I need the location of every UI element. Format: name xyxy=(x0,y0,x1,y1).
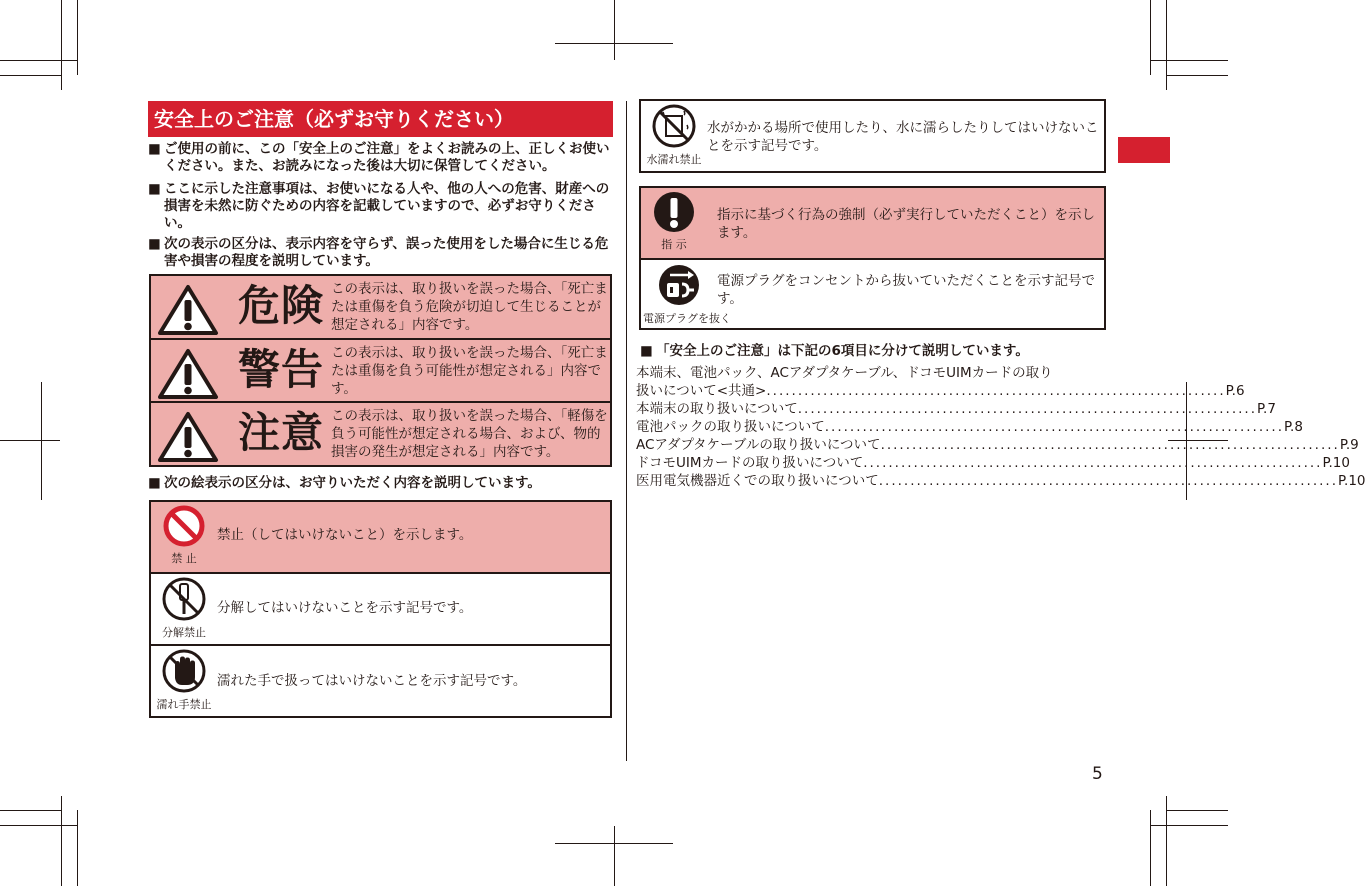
pictogram-heading xyxy=(148,475,616,492)
no-wet-hands-icon xyxy=(153,648,215,711)
toc-entry[interactable] xyxy=(636,400,1276,418)
bullet-text: 次の絵表示の区分は、お守りいただく内容を説明しています。 xyxy=(164,475,541,491)
warning-description: この表示は、取り扱いを誤った場合、「死亡または重傷を負う危険が切迫して生じることが想定される」内容です。 xyxy=(331,281,608,333)
warning-description: この表示は、取り扱いを誤った場合、「死亡または重傷を負う可能性が想定される」内容です。 xyxy=(331,345,608,397)
toc-title: 扱いについて<共通> xyxy=(636,383,767,399)
signal-word: 注意 xyxy=(238,408,325,457)
bullet-mark: ■ xyxy=(640,343,653,359)
pictogram-row xyxy=(641,101,1104,171)
warning-level-table xyxy=(149,274,612,467)
pictogram-description: 指示に基づく行為の強制（必ず実行していただくこと）を示します。 xyxy=(717,207,1095,241)
intro-bullet xyxy=(148,141,616,175)
prohibited-icon xyxy=(153,504,215,565)
bullet-text: 「安全上のご注意」は下記の6項目に分けて説明しています。 xyxy=(656,343,1029,359)
warning-row-caution xyxy=(151,403,610,465)
pictogram-row xyxy=(641,188,1104,260)
pictogram-row xyxy=(641,260,1104,328)
toc-entry[interactable] xyxy=(636,418,1303,436)
warning-description: この表示は、取り扱いを誤った場合、「軽傷を負う可能性が想定される場合、および、物的損害の発生が想定される」内容です。 xyxy=(331,408,608,460)
pictogram-row xyxy=(151,502,610,574)
pictogram-caption: 分解禁止 xyxy=(162,626,206,639)
toc-title: 本端末の取り扱いについて xyxy=(636,401,798,417)
toc-page: P.6 xyxy=(1225,383,1245,399)
pictogram-caption: 水濡れ禁止 xyxy=(646,153,702,166)
pictogram-description: 電源プラグをコンセントから抜いていただくことを示す記号です。 xyxy=(717,273,1095,307)
bullet-mark: ■ xyxy=(148,236,161,252)
toc-entry[interactable] xyxy=(636,454,1350,472)
signal-word: 危険 xyxy=(238,281,325,330)
toc-intro: 本端末、電池パック、ACアダプタケーブル、ドコモUIMカードの取り xyxy=(636,365,1053,381)
bullet-mark: ■ xyxy=(148,141,161,157)
unplug-icon xyxy=(643,262,731,325)
toc-leader: ......................................................................... xyxy=(863,455,1323,471)
pictogram-description: 濡れた手で扱ってはいけないことを示す記号です。 xyxy=(217,673,527,689)
intro-bullet xyxy=(148,236,616,270)
warning-row-warning xyxy=(151,340,610,403)
pictogram-caption: 指 示 xyxy=(661,238,687,251)
bullet-mark: ■ xyxy=(148,181,161,197)
sections-heading xyxy=(640,343,1110,360)
pictogram-table-right-bottom xyxy=(639,186,1106,330)
toc-entry[interactable] xyxy=(636,436,1359,454)
toc-page: P.9 xyxy=(1339,437,1359,453)
warning-triangle-icon xyxy=(157,348,219,400)
toc-leader: ......................................................................... xyxy=(878,473,1338,489)
intro-bullet xyxy=(148,181,616,232)
column-divider xyxy=(626,101,627,761)
toc-title: 電池パックの取り扱いについて xyxy=(636,419,825,435)
bullet-text: ご使用の前に、この「安全上のご注意」をよくお読みの上、正しくお使いください。また、お読みになった後は大切に保管してください。 xyxy=(164,141,610,174)
pictogram-description: 分解してはいけないことを示す記号です。 xyxy=(217,600,473,616)
toc-entry[interactable] xyxy=(636,472,1366,490)
toc-leader: ......................................................................... xyxy=(824,419,1284,435)
pictogram-description: 水がかかる場所で使用したり、水に濡らしたりしてはいけないことを示す記号です。 xyxy=(707,120,1099,154)
signal-word: 警告 xyxy=(238,345,325,394)
no-water-icon xyxy=(643,103,705,166)
mandatory-icon xyxy=(643,190,705,251)
bullet-text: 次の表示の区分は、表示内容を守らず、誤った使用をした場合に生じる危害や損害の程度を説明しています。 xyxy=(164,236,609,269)
no-disassembly-icon xyxy=(153,576,215,639)
toc-title: ドコモUIMカードの取り扱いについて xyxy=(636,455,864,471)
toc-page: P.10 xyxy=(1338,473,1366,489)
toc-leader: ......................................................................... xyxy=(797,401,1257,417)
toc-title: ACアダプタケーブルの取り扱いについて xyxy=(636,437,881,453)
toc-list xyxy=(636,382,1366,490)
bullet-mark: ■ xyxy=(148,475,161,491)
toc-leader: ......................................................................... xyxy=(880,437,1340,453)
toc-entry[interactable] xyxy=(636,382,1245,400)
page-title: 安全上のご注意（必ずお守りください） xyxy=(148,101,613,137)
pictogram-caption: 禁 止 xyxy=(171,552,197,565)
toc-page: P.10 xyxy=(1322,455,1350,471)
section-tab xyxy=(1118,137,1170,163)
toc-page: P.8 xyxy=(1284,419,1303,435)
pictogram-table-left xyxy=(149,500,612,718)
warning-row-danger xyxy=(151,276,610,340)
pictogram-caption: 電源プラグを抜く xyxy=(643,312,731,325)
warning-triangle-icon xyxy=(157,284,219,336)
toc-page: P.7 xyxy=(1257,401,1276,417)
toc-leader: ......................................................................... xyxy=(766,383,1226,399)
toc-title: 医用電気機器近くでの取り扱いについて xyxy=(636,473,879,489)
pictogram-description: 禁止（してはいけないこと）を示します。 xyxy=(217,527,473,543)
pictogram-row xyxy=(151,574,610,646)
page-number: 5 xyxy=(1092,764,1103,784)
pictogram-caption: 濡れ手禁止 xyxy=(156,698,212,711)
bullet-text: ここに示した注意事項は、お使いになる人や、他の人への危害、財産への損害を未然に防ぐための内容を記載していますので、必ずお守りください。 xyxy=(164,181,610,231)
pictogram-row xyxy=(151,646,610,716)
pictogram-table-right-top xyxy=(639,99,1106,173)
warning-triangle-icon xyxy=(157,411,219,463)
